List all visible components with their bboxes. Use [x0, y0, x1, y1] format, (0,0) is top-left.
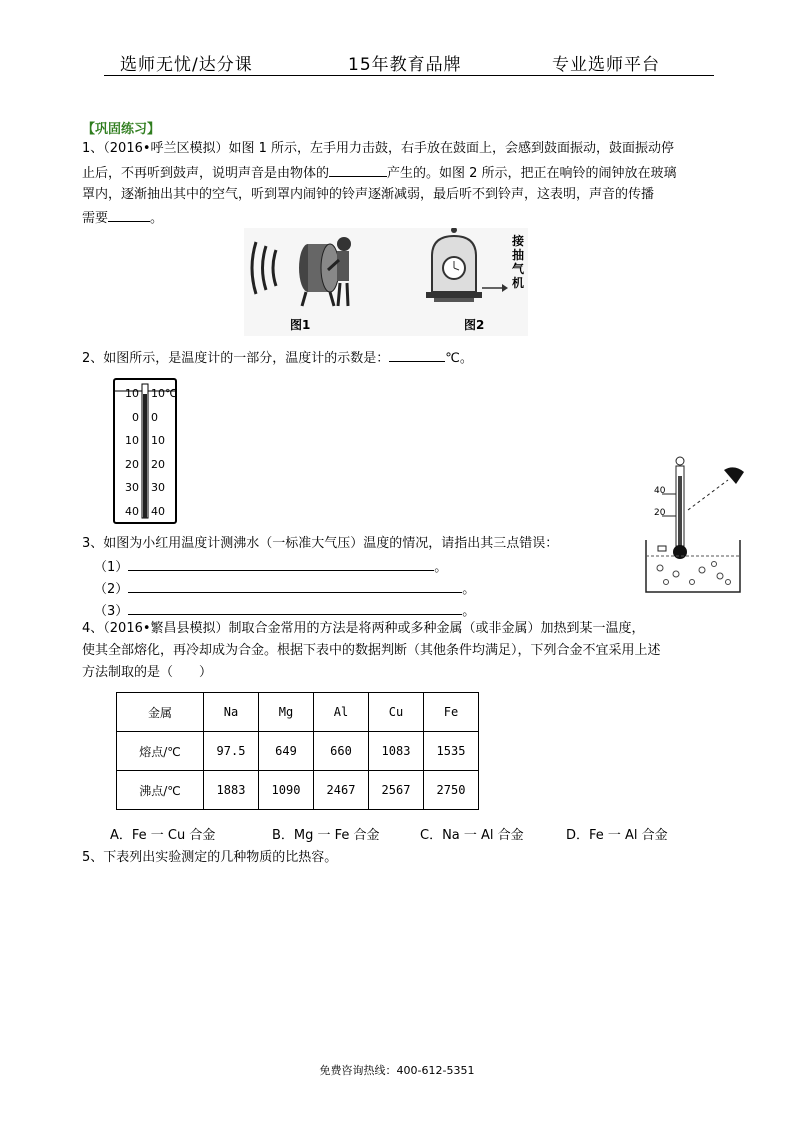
page-header — [104, 46, 714, 76]
option-b[interactable]: B．Mg 一 Fe 合金 — [272, 828, 380, 843]
pump-label-char: 气 — [512, 262, 525, 276]
table-cell: 649 — [259, 732, 314, 771]
q2-line — [82, 347, 473, 369]
q3-end-mark: 。 — [434, 560, 448, 575]
header-left-text: 选师无忧/达分课 — [120, 55, 253, 75]
scale-right-label: 10℃ — [151, 387, 178, 400]
pump-label — [512, 234, 524, 290]
q3-line: 3、如图为小红用温度计测沸水（一标准大气压）温度的情况，请指出其三点错误： — [82, 536, 559, 551]
beaker-figure — [636, 456, 754, 596]
table-header-cell: 金属 — [117, 693, 204, 732]
drum-and-bell-illustration — [244, 228, 528, 336]
drum-icon — [299, 244, 339, 306]
table-row — [117, 732, 479, 771]
table-header-cell: Na — [204, 693, 259, 732]
scale-left-label: 10 — [125, 387, 139, 400]
q1-figure — [244, 228, 528, 336]
q1-line4-b: 。 — [150, 211, 164, 226]
q4-line3: 方法制取的是（ ） — [82, 665, 213, 680]
section-title: 【巩固练习】 — [82, 122, 161, 137]
table-row — [117, 771, 479, 810]
q3-answer-blank-2[interactable] — [128, 578, 462, 593]
q1-line3: 罩内，逐渐抽出其中的空气，听到罩内闹钟的铃声逐渐减弱，最后听不到铃声，这表明，声音的传播 — [82, 187, 655, 202]
scale-left-label: 0 — [132, 410, 139, 424]
q2-text-b: ℃。 — [445, 351, 473, 366]
q4-options — [0, 826, 794, 846]
header-right-text: 专业选师平台 — [552, 55, 660, 75]
table-header-cell: Fe — [424, 693, 479, 732]
q1-line2 — [82, 162, 677, 184]
q1-line4 — [82, 207, 163, 229]
table-cell: 1535 — [424, 732, 479, 771]
q1-blank-2[interactable] — [108, 207, 150, 222]
pump-label-char: 机 — [512, 276, 525, 290]
beaker-mark-20: 20 — [654, 508, 666, 518]
table-cell: 2567 — [369, 771, 424, 810]
scale-right-label: 0 — [151, 410, 158, 424]
page-footer: 免费咨询热线：400-612-5351 — [319, 1064, 475, 1077]
option-a[interactable]: A．Fe 一 Cu 合金 — [110, 828, 216, 843]
boiling-beaker-illustration — [636, 456, 754, 596]
q4-line2: 使其全部熔化，再冷却成为合金。根据下表中的数据判断（其他条件均满足），下列合金不宜采用上述 — [82, 643, 661, 658]
q3-end-mark: 。 — [462, 582, 476, 597]
sound-waves — [252, 242, 276, 294]
scale-right — [151, 382, 177, 523]
table-header-cell: Cu — [369, 693, 424, 732]
q1-line4-a: 需要 — [82, 211, 109, 226]
table-header-cell: Al — [314, 693, 369, 732]
scale-right-label: 20 — [151, 457, 165, 471]
pump-label-char: 接 — [512, 234, 525, 248]
scale-left-label: 20 — [125, 457, 139, 471]
q3-answer-blank-1[interactable] — [128, 556, 434, 571]
table-cell: 660 — [314, 732, 369, 771]
q2-blank[interactable] — [389, 347, 445, 362]
header-divider — [104, 75, 714, 76]
q1-line2-b: 产生的。如图 2 所示，把正在响铃的闹钟放在玻璃 — [387, 166, 677, 181]
table-header-row — [117, 693, 479, 732]
fig1-label: 图1 — [290, 318, 311, 332]
option-c[interactable]: C．Na 一 Al 合金 — [420, 828, 524, 843]
q1-line1: 1、（2016•呼兰区模拟）如图 1 所示，左手用力击鼓，右手放在鼓面上，会感到鼓面振动，鼓面振动停 — [82, 141, 675, 156]
q3-item-2 — [94, 578, 475, 600]
q3-item-1 — [94, 556, 447, 578]
q3-end-mark: 。 — [462, 604, 476, 619]
scale-left — [119, 382, 139, 523]
bell-jar-icon — [426, 228, 508, 302]
table-cell: 沸点/℃ — [117, 771, 204, 810]
header-center-text: 15年教育品牌 — [348, 55, 462, 75]
q1-line2-a: 止后，不再听到鼓声，说明声音是由物体的 — [82, 166, 330, 181]
pump-label-char: 抽 — [512, 248, 525, 262]
beaker-mark-40: 40 — [654, 486, 666, 496]
table-cell: 1883 — [204, 771, 259, 810]
scale-left-label: 40 — [125, 504, 139, 518]
scale-right-label: 10 — [151, 434, 165, 447]
fig2-label: 图2 — [464, 318, 485, 332]
q3-answer-blank-3[interactable] — [128, 600, 462, 615]
table-header-cell: Mg — [259, 693, 314, 732]
q4-line1: 4、（2016•繁昌县模拟）制取合金常用的方法是将两种或多种金属（或非金属）加热到某一温度， — [82, 621, 645, 636]
option-d[interactable]: D．Fe 一 Al 合金 — [566, 828, 668, 843]
table-cell: 97.5 — [204, 732, 259, 771]
scale-left-label: 30 — [125, 481, 139, 494]
q2-text-a: 2、如图所示，是温度计的一部分，温度计的示数是： — [82, 351, 390, 366]
q3-item-number: （1） — [94, 560, 129, 575]
q3-item-number: （3） — [94, 604, 129, 619]
thermometer-figure — [113, 378, 177, 524]
scale-right-label: 40 — [151, 504, 165, 518]
table-cell: 熔点/℃ — [117, 732, 204, 771]
metals-table — [116, 692, 479, 810]
table-cell: 2750 — [424, 771, 479, 810]
q5-line: 5、下表列出实验测定的几种物质的比热容。 — [82, 850, 338, 865]
table-cell: 1083 — [369, 732, 424, 771]
q1-blank-1[interactable] — [329, 162, 387, 177]
scale-left-label: 10 — [125, 434, 139, 447]
scale-right-label: 30 — [151, 481, 165, 494]
q3-item-number: （2） — [94, 582, 129, 597]
table-cell: 2467 — [314, 771, 369, 810]
table-cell: 1090 — [259, 771, 314, 810]
